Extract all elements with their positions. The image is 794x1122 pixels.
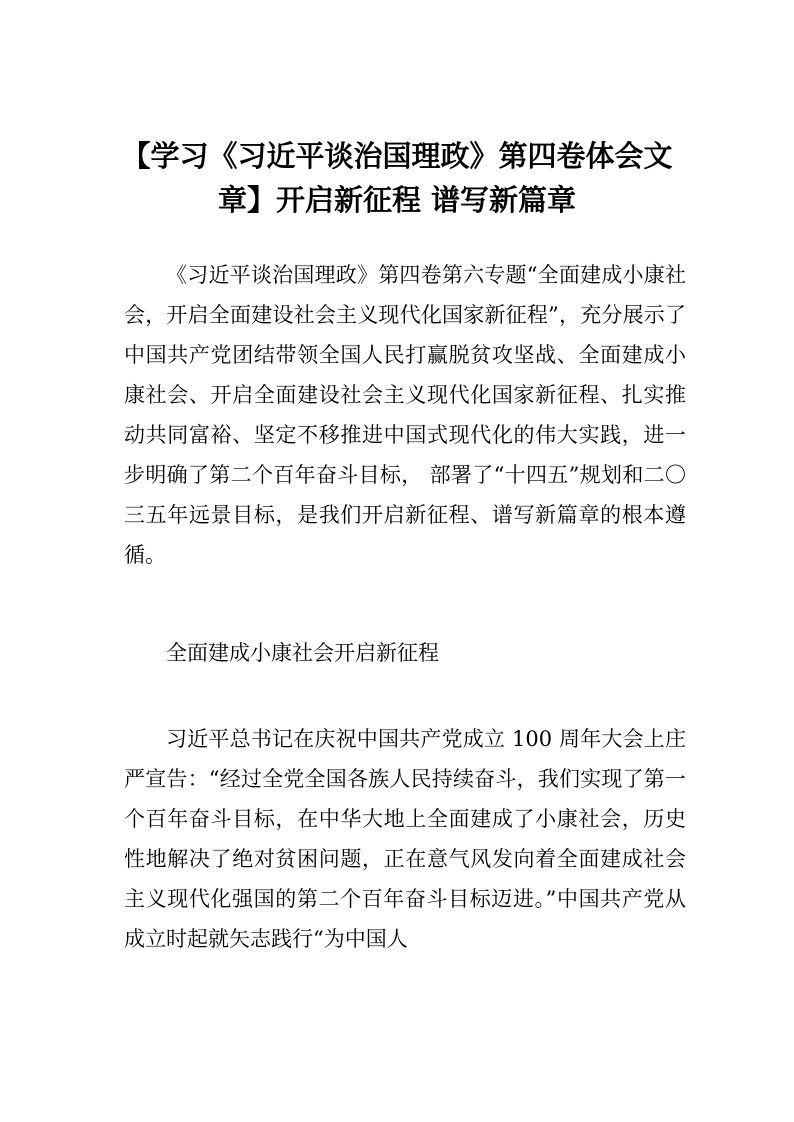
body-paragraph: 习近平总书记在庆祝中国共产党成立 100 周年大会上庄严宣告：“经过全党全国各族人民持续奋斗，我们实现了第一个百年奋斗目标，在中华大地上全面建成了小康社会，历史性地解决了绝对贫困问题，正在意气风发向着全面建成社会主义现代化强国的第二个百年奋斗目标迈进。”中国共产党从成立时起就矢志践行“为中国人 <box>124 727 686 951</box>
document-title: 【学习《习近平谈治国理政》第四卷体会文章】开启新征程 谱写新篇章 <box>121 139 673 217</box>
section-heading: 全面建成小康社会开启新征程 <box>166 641 439 665</box>
intro-paragraph: 《习近平谈治国理政》第四卷第六专题“全面建成小康社会，开启全面建设社会主义现代化国家新征程”，充分展示了中国共产党团结带领全国人民打赢脱贫攻坚战、全面建成小康社会、开启全面建设社会主义现代化国家新征程、扎实推动共同富裕、坚定不移推进中国式现代化的伟大实践，进一步明确了第二个百年奋斗目标， 部署了“十四五”规划和二〇三五年远景目标，是我们开启新征程、谱写新篇章的根本遵循。 <box>124 263 686 567</box>
